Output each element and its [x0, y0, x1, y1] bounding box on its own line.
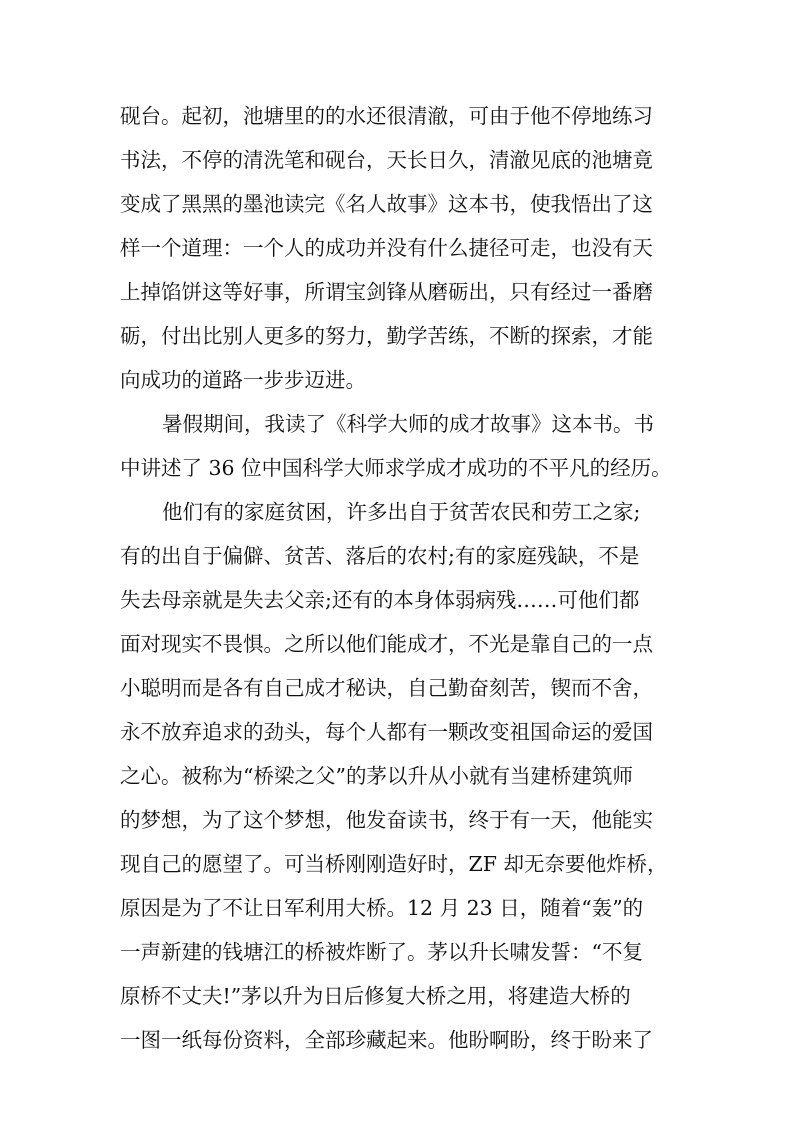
- text-line: 样一个道理：一个人的成功并没有什么捷径可走，也没有天: [120, 236, 653, 260]
- text-line: 有的出自于偏僻、贫苦、落后的农村;有的家庭残缺，不是: [120, 544, 640, 568]
- text-line: 一图一纸每份资料，全部珍藏起来。他盼啊盼，终于盼来了: [120, 1028, 653, 1052]
- text-line: 小聪明而是各有自己成才秘诀，自己勤奋刻苦，锲而不舍，: [120, 676, 653, 700]
- text-line: 砺，付出比别人更多的努力，勤学苦练，不断的探索，才能: [120, 324, 653, 348]
- text-line: 一声新建的钱塘江的桥被炸断了。茅以升长啸发誓：“不复: [120, 940, 643, 964]
- text-line: 砚台。起初，池塘里的的水还很清澈，可由于他不停地练习: [120, 104, 653, 128]
- text-line: 向成功的道路一步步迈进。: [120, 368, 366, 392]
- text-line: 面对现实不畏惧。之所以他们能成才，不光是靠自己的一点: [120, 632, 653, 656]
- text-line: 原桥不丈夫!”茅以升为日后修复大桥之用，将建造大桥的: [120, 984, 631, 1008]
- text-line: 变成了黑黑的墨池读完《名人故事》这本书，使我悟出了这: [120, 192, 653, 216]
- paragraph-first-line: 暑假期间，我读了《科学大师的成才故事》这本书。书: [162, 412, 654, 436]
- text-line: 原因是为了不让日军利用大桥。12 月 23 日，随着“轰”的: [120, 896, 644, 920]
- text-line: 之心。被称为“桥梁之父”的茅以升从小就有当建桥建筑师: [120, 764, 633, 788]
- text-line: 中讲述了 36 位中国科学大师求学成才成功的不平凡的经历。: [120, 456, 672, 480]
- paragraph-first-line: 他们有的家庭贫困，许多出自于贫苦农民和劳工之家;: [162, 500, 641, 524]
- text-line: 上掉馅饼这等好事，所谓宝剑锋从磨砺出，只有经过一番磨: [120, 280, 653, 304]
- text-line: 现自己的愿望了。可当桥刚刚造好时，ZF 却无奈要他炸桥，: [120, 852, 668, 876]
- text-line: 永不放弃追求的劲头，每个人都有一颗改变祖国命运的爱国: [120, 720, 653, 744]
- text-line: 书法，不停的清洗笔和砚台，天长日久，清澈见底的池塘竟: [120, 148, 653, 172]
- text-line: 的梦想，为了这个梦想，他发奋读书，终于有一天，他能实: [120, 808, 653, 832]
- text-line: 失去母亲就是失去父亲;还有的本身体弱病残……可他们都: [120, 588, 640, 612]
